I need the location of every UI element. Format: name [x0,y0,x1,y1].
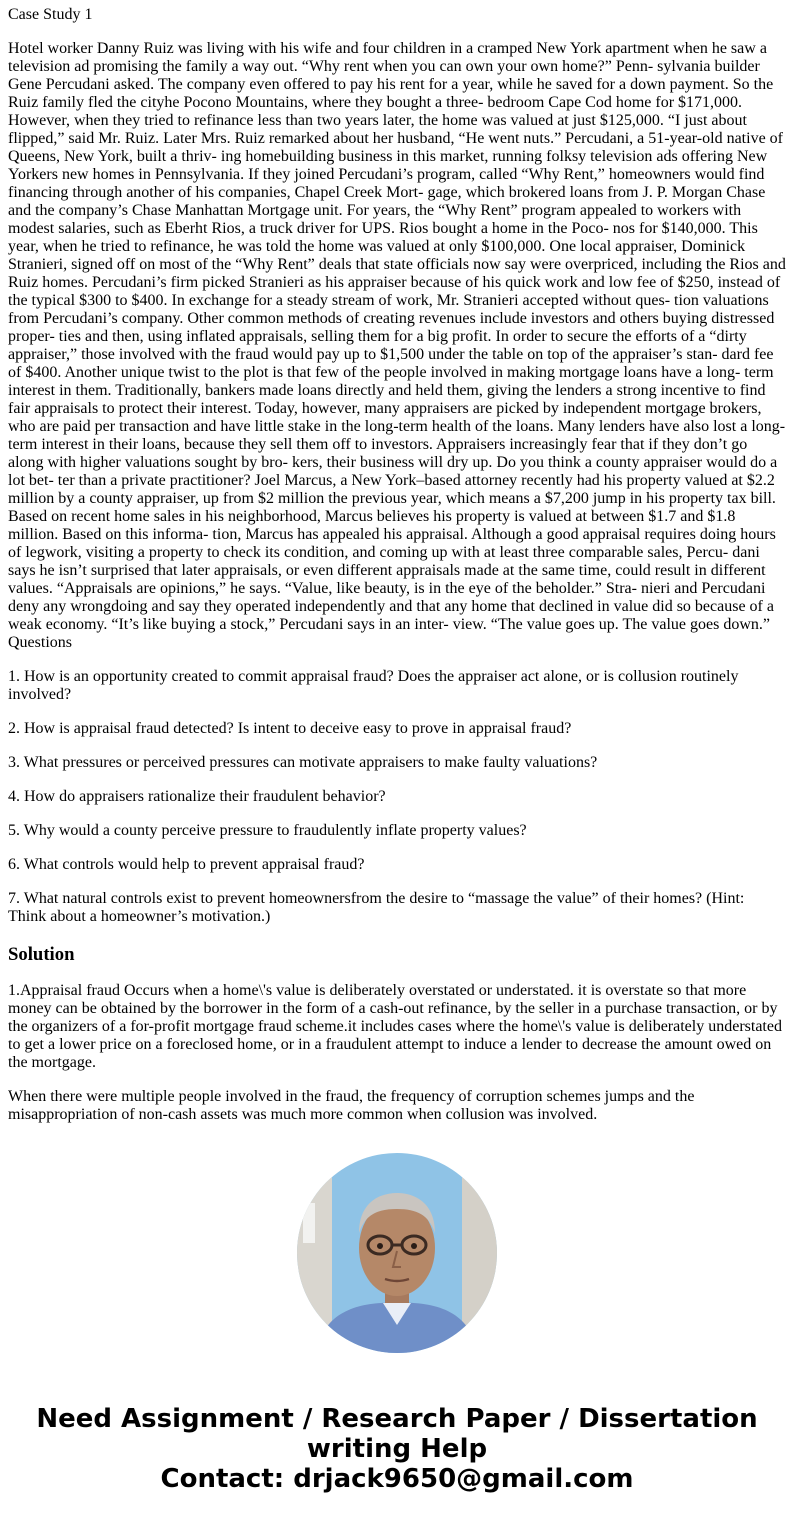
document-content [8,6,786,1124]
promo-line-1: Need Assignment / Research Paper / Dissertation [36,1404,758,1434]
solution-paragraph-2: When there were multiple people involved in the fraud, the frequency of corruption schemes jumps and the misappropriation of non-cash assets was much more common when collusion was involved. [8,1088,695,1123]
question-6: 6. What controls would help to prevent appraisal fraud? [8,856,365,873]
questions-label: Questions [8,634,72,651]
author-avatar [297,1153,497,1353]
solution-heading: Solution [8,944,75,965]
document-text-area [8,6,786,1124]
question-2: 2. How is appraisal fraud detected? Is intent to deceive easy to prove in appraisal fraud? [8,720,572,737]
promo-line-2: writing Help [306,1434,488,1464]
question-5: 5. Why would a county perceive pressure to fraudulently inflate property values? [8,822,527,839]
promo-banner [0,1404,794,1494]
question-3: 3. What pressures or perceived pressures can motivate appraisers to make faulty valuations? [8,754,598,771]
solution-paragraph-1: 1.Appraisal fraud Occurs when a home\'s value is deliberately overstated or understated. it is overstate so that more money can be obtained by the borrower in the form of a cash-out refinance, by the seller in a purchase transaction, or by the organizers of a for-profit mortgage fraud scheme.it includes cases where the home\'s value is deliberately understated to get a lower price on a foreclosed home, or in a fraudulent attempt to induce a lender to decrease the amount owed on the mortgage. [8,982,782,1071]
question-7: 7. What natural controls exist to prevent homeownersfrom the desire to “massage the value” of their homes? (Hint: Think about a homeowner’s motivation.) [8,890,745,925]
author-portrait-icon [297,1153,497,1353]
question-1: 1. How is an opportunity created to commit appraisal fraud? Does the appraiser act alone, or is collusion routinely involved? [8,668,739,703]
case-title: Case Study 1 [8,6,93,23]
question-4: 4. How do appraisers rationalize their fraudulent behavior? [8,788,386,805]
case-body: Hotel worker Danny Ruiz was living with his wife and four children in a cramped New York apartment when he saw a television ad promising the family a way out. “Why rent when you can own your own home?” Penn- sylvania builder Gene Percudani asked. The company even offered to pay his rent for a year, while he saved for a down payment. So the Ruiz family fled the cityhe Pocono Mountains, where they bought a three- bedroom Cape Cod home for $171,000. However, when they tried to refinance less than two years later, the home was valued at just $125,000. “I just about flipped,” said Mr. Ruiz. Later Mrs. Ruiz remarked about her husband, “He went nuts.” Percudani, a 51-year-old native of Queens, New York, built a thriv- ing homebuilding business in this market, running folksy television ads offering New Yorkers new homes in Pennsylvania. If they joined Percudani’s program, called “Why Rent,” homeowners would find financing through another of his companies, Chapel Creek Mort- gage, which brokered loans from J. P. Morgan Chase and the company’s Chase Manhattan Mortgage unit. For years, the “Why Rent” program appealed to workers with modest salaries, such as Eberht Rios, a truck driver for UPS. Rios bought a home in the Poco- nos for $140,000. This year, when he tried to refinance, he was told the home was valued at only $100,000. One local appraiser, Dominick Stranieri, signed off on most of the “Why Rent” deals that state officials now say were overpriced, including the Rios and Ruiz homes. Percudani’s firm picked Stranieri as his appraiser because of his quick work and low fee of $250, instead of the typical $300 to $400. In exchange for a steady stream of work, Mr. Stranieri accepted without ques- tion valuations from Percudani’s company. Other common methods of creating revenues include investors and others buying distressed proper- ties and then, using inflated appraisals, selling them for a big profit. In order to secure the efforts of a “dirty appraiser,” those involved with the fraud would pay up to $1,500 under the table on top of the appraiser’s stan- dard fee of $400. Another unique twist to the plot is that few of the people involved in making mortgage loans have a long- term interest in them. Traditionally, bankers made loans directly and held them, giving the lenders a strong incentive to find fair appraisals to protect their interest. Today, however, many appraisers are picked by independent mortgage brokers, who are paid per transaction and have little stake in the long-term health of the loans. Many lenders have also lost a long-term interest in their loans, because they sell them off to investors. Appraisers increasingly fear that if they don’t go along with higher valuations sought by bro- kers, their business will dry up. Do you think a county appraiser would do a lot bet- ter than a private practitioner? Joel Marcus, a New York–based attorney recently had his property valued at $2.2 million by a county appraiser, up from $2 million the previous year, which means a $7,200 jump in his property tax bill. Based on recent home sales in his neighborhood, Marcus believes his property is valued at between $1.7 and $1.8 million. Based on this informa- tion, Marcus has appealed his appraisal. Although a good appraisal requires doing hours of legwork, visiting a property to check its condition, and coming up with at least three comparable sales, Percu- dani says he isn’t surprised that later appraisals, or even different appraisals made at the same time, could result in different values. “Appraisals are opinions,” he says. “Value, like beauty, is in the eye of the beholder.” Stra- nieri and Percudani deny any wrongdoing and say they operated independently and that any home that declined in value did so because of a weak economy. “It’s like buying a stock,” Percudani says in an inter- view. “The value goes up. The value goes down.” [8,40,786,633]
promo-contact: Contact: drjack9650@gmail.com [160,1464,634,1494]
